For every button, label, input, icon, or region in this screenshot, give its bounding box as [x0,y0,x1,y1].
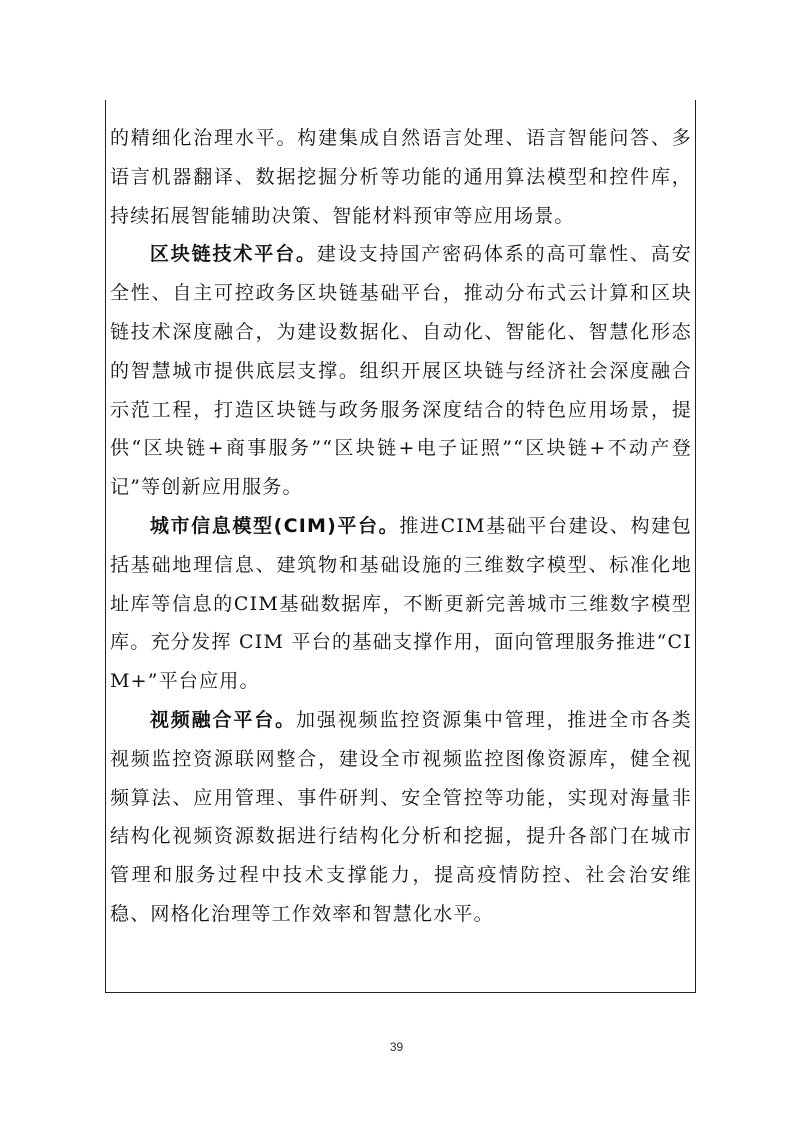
paragraph-text: 建设支持国产密码体系的高可靠性、高安全性、自主可控政务区块链基础平台，推动分布式云计算和区块链技术深度融合，为建设数据化、自动化、智能化、智慧化形态的智慧城市提供底层支撑。组织开展区块链与经济社会深度融合示范工程，打造区块链与政务服务深度结合的特色应用场景，提供“区块链+商事服务”“区块链+电子证照”“区块链+不动产登记”等创新应用服务。 [110,243,692,499]
section-heading: 城市信息模型(CIM)平台。 [149,514,400,537]
page-number: 39 [389,1040,404,1054]
section-heading: 区块链技术平台。 [149,243,317,266]
section-heading: 视频融合平台。 [149,708,297,731]
paragraph-text: 的精细化治理水平。构建集成自然语言处理、语言智能问答、多语言机器翻译、数据挖掘分析等功能的通用算法模型和控件库，持续拓展智能辅助决策、智能材料预审等应用场景。 [110,127,692,227]
paragraph-blockchain [110,235,692,507]
paragraph-video [110,701,692,934]
paragraph-text: 加强视频监控资源集中管理，推进全市各类视频监控资源联网整合，建设全市视频监控图像资源库，健全视频算法、应用管理、事件研判、安全管控等功能，实现对海量非结构化视频资源数据进行结构化分析和挖掘，提升各部门在城市管理和服务过程中技术支撑能力，提高疫情防控、社会治安维稳、网格化治理等工作效率和智慧化水平。 [110,708,692,925]
paragraph-cim [110,507,692,701]
paragraph-text: 推进CIM基础平台建设、构建包括基础地理信息、建筑物和基础设施的三维数字模型、标准化地址库等信息的CIM基础数据库，不断更新完善城市三维数字模型库。充分发挥 CIM 平台的基础支撑作用，面向管理服务推进“CIM+”平台应用。 [110,514,693,693]
paragraph-continuation [110,119,692,235]
document-body [110,119,692,934]
